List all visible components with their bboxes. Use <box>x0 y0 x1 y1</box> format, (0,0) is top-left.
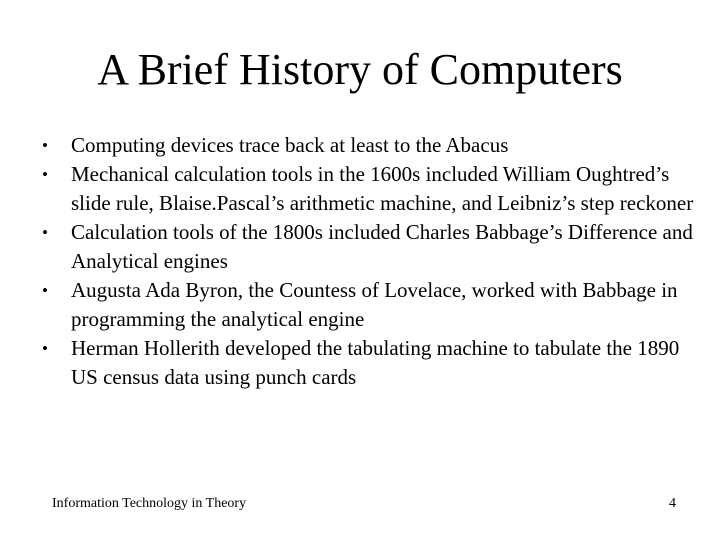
bullet-item <box>38 218 698 276</box>
bullet-item <box>38 131 698 160</box>
bullet-dot-icon: • <box>42 165 48 184</box>
bullet-item <box>38 276 698 334</box>
slide-title: A Brief History of Computers <box>97 45 623 94</box>
bullet-dot-icon: • <box>42 223 48 242</box>
bullet-item <box>38 160 698 218</box>
bullet-dot-icon: • <box>42 136 48 155</box>
bullet-item <box>38 334 698 392</box>
bullet-dot-icon: • <box>42 281 48 300</box>
bullet-text: Herman Hollerith developed the tabulating machine to tabulate the 1890 US census data using punch cards <box>71 336 680 389</box>
bullet-text: Mechanical calculation tools in the 1600s included William Oughtred’s slide rule, Blaise.Pascal’s arithmetic machine, and Leibniz’s step reckoner <box>71 162 694 215</box>
footer-text: Information Technology in Theory <box>52 496 247 511</box>
bullet-text: Calculation tools of the 1800s included Charles Babbage’s Difference and Analytical engines <box>71 220 693 273</box>
bullet-text: Computing devices trace back at least to the Abacus <box>71 133 509 157</box>
bullet-list <box>38 131 698 392</box>
bullet-dot-icon: • <box>42 339 48 358</box>
page-number: 4 <box>669 496 676 511</box>
bullet-text: Augusta Ada Byron, the Countess of Lovelace, worked with Babbage in programming the analytical engine <box>71 278 678 331</box>
